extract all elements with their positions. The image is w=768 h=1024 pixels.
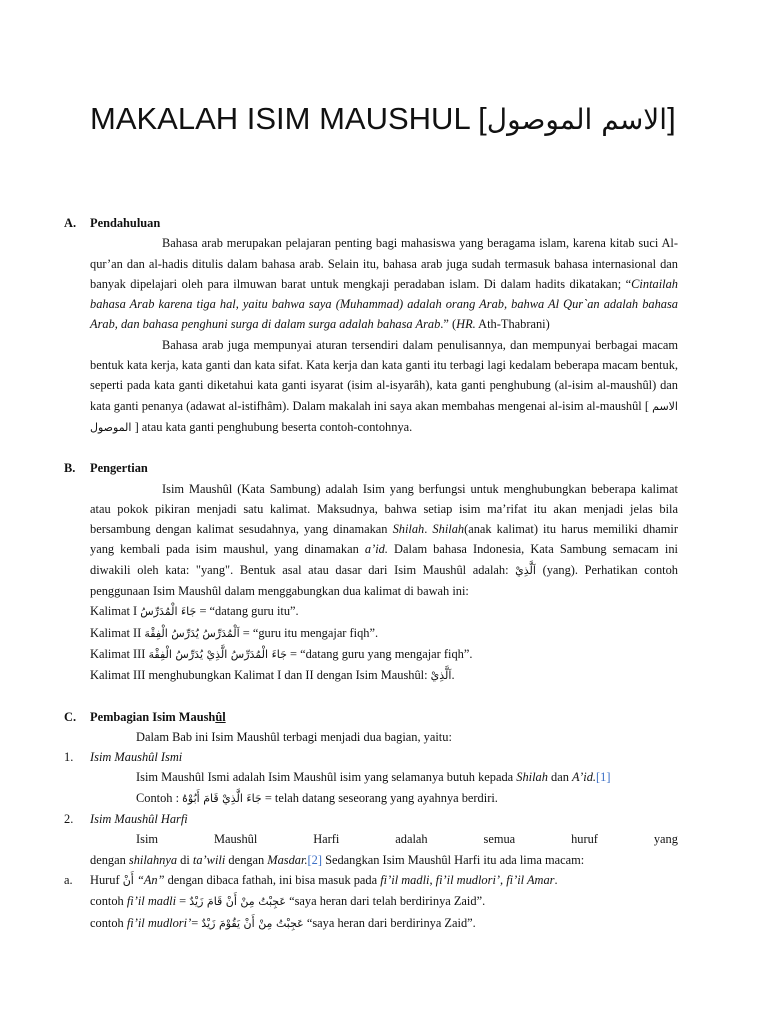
text: Kalimat III menghubungkan Kalimat I dan II dengan Isim Maushûl: [90, 668, 431, 683]
list-item-2-title [64, 809, 678, 829]
word: yang [653, 832, 678, 847]
hadith-source-abbr: HR. [456, 317, 476, 332]
word: adalah [395, 832, 428, 847]
list-item-1-definition [64, 767, 678, 787]
example-sentence-4 [64, 665, 678, 686]
spacer [64, 438, 678, 458]
text: (anak kalimat) itu harus memiliki dhamir yang kembali pada isim maushul, yang dinamakan [90, 522, 678, 557]
list-letter: a. [64, 872, 73, 887]
text: dengan [225, 852, 268, 867]
arabic-sentence: عَجِبْتُ مِنْ أَنْ يَقُوْمَ زَيْدٌ [201, 916, 304, 930]
term-tawil: ta’wili [192, 852, 226, 867]
term-shilah: Shilah [516, 770, 548, 785]
text: Bahasa arab juga mempunyai aturan tersendiri dalam penulisannya, dan mempunyai berbagai macam bentuk kata kerja, kata ganti dan kata sifat. Kata kerja dan kata ganti itu terbagi lagi kedalam beberapa macam bentuk, seperti pada kata ganti diketahui kata ganti isyarat (isim al-isyarâh), kata ganti penghubung (al-isim al-maushûl) dan kata ganti penanya (adawat al-istifhâm). Dalam makalah ini saya akan membahas mengenai al-isim al-maushûl [ [90, 337, 678, 413]
arabic-sentence: جَاءَ الْمُدَرِّسُ الَّذِيْ يُدَرِّسُ الْفِقْهَ [148, 647, 287, 661]
document-body [64, 213, 678, 934]
text: Isim Maushûl Ismi adalah Isim Maushûl isim yang selamanya butuh kepada [136, 770, 517, 785]
text: Ath-Thabrani) [475, 317, 550, 332]
section-b-title: Pengertian [90, 461, 148, 476]
section-a-heading [64, 213, 678, 233]
section-a-title: Pendahuluan [90, 216, 161, 230]
text: Kalimat I [90, 604, 141, 619]
example-sentence-1 [64, 601, 678, 622]
term-shilah: shilahnya [128, 852, 178, 867]
text: = “datang guru yang mengajar fiqh”. [286, 646, 473, 661]
term-shilah: Shilah [432, 522, 465, 537]
verb-form: fi’il mudlori’ [126, 915, 192, 930]
list-number: 1. [64, 750, 74, 765]
term-aid: a’id. [364, 542, 388, 557]
page-title [90, 100, 730, 139]
arabic-sentence: عَجِبْتُ مِنْ أَنْ قَامَ زَيْدٌ [189, 895, 286, 909]
hadith-quote: Cintailah bahasa Arab karena tiga hal, yaitu bahwa saya (Muhammad) adalah orang Arab, bahwa Al Qur`an adalah bahasa Arab, dan bahasa penghuni surga di dalam surga adalah bahasa Arab [90, 276, 678, 332]
list-title: Isim Maushûl Ismi [90, 750, 183, 765]
word: Isim [136, 832, 159, 847]
word: Maushûl [213, 832, 258, 847]
arabic-term: أَنْ [122, 873, 134, 887]
list-item-2-definition-line-2 [64, 850, 678, 870]
text: = “guru itu mengajar fiqh”. [239, 625, 379, 640]
arabic-sentence: جَاءَ الَّذِيْ قَامَ أَبُوْهُ [182, 791, 262, 805]
example-fiil-madli [64, 891, 678, 912]
text: Bahasa arab merupakan pelajaran penting bagi mahasiswa yang beragama islam, karena kitab suci Al-qur’an dan al-hadis ditulis dalam bahasa arab. Selain itu, bahasa arab juga sudah termasuk bahasa internasional dan banyak dipelajari oleh para ilmuwan barat untuk mengkaji peradaban islam. Di dalam hadits dikatakan; “ [90, 236, 678, 291]
footnote-link[interactable]: [1] [596, 770, 611, 785]
section-b-paragraph-1 [64, 479, 678, 602]
list-item-1-title [64, 747, 678, 767]
title-arabic: الاسم الموصول [486, 103, 668, 136]
text: Isim Maushûl (Kata Sambung) adalah Isim yang berfungsi untuk menghubungkan beberapa kalimat atau pokok pikiran menjadi satu kalimat. Maksudnya, bahwa setiap isim ma’rifat itu akan menjadi jelas bila bersambung dengan kalimat sesudahnya, yang dinamakan [90, 481, 678, 537]
text: contoh [90, 915, 127, 930]
verb-forms: fi’il madli, fi’il mudlori’, fi’il Amar [380, 872, 555, 887]
transliteration: “An” [133, 872, 165, 887]
arabic-term: اَلَّذِيْ [430, 669, 452, 683]
section-a-paragraph-1 [64, 233, 678, 334]
text: = [176, 894, 190, 909]
title-bracket-close: ] [667, 101, 676, 136]
verb-form: fi’il madli [126, 894, 177, 909]
text: Sedangkan Isim Maushûl Harfi itu ada lima macam: [322, 852, 585, 867]
section-a-label: A. [64, 216, 77, 230]
sub-item-a [64, 870, 678, 891]
text: Huruf [90, 872, 123, 887]
section-a-paragraph-2 [64, 335, 678, 438]
spacer [64, 687, 678, 707]
text: . [554, 872, 558, 887]
text: di [177, 852, 193, 867]
text: Kalimat III [90, 646, 149, 661]
arabic-sentence: اَلْمُدَرِّسُ يُدَرِّسُ الْفِقْهَ [144, 626, 240, 640]
text: “saya heran dari telah berdirinya Zaid”. [285, 894, 486, 909]
list-item-2-definition-line-1 [64, 829, 678, 849]
arabic-term: الاسم الموصول [90, 399, 678, 434]
text: Contoh : [136, 790, 183, 805]
section-c-heading [64, 707, 678, 727]
word: huruf [571, 832, 598, 847]
text: dengan [90, 852, 129, 867]
list-item-1-example [64, 788, 678, 809]
term-masdar: Masdar. [267, 852, 308, 867]
text: = [191, 915, 202, 930]
text: .” ( [440, 317, 457, 332]
term-shilah: Shilah [392, 522, 425, 537]
text: ] atau kata ganti penghubung beserta contoh-contohnya. [131, 419, 413, 434]
title-latin: MAKALAH ISIM MAUSHUL [ [90, 101, 487, 136]
section-c-intro: Dalam Bab ini Isim Maushûl terbagi menjadi dua bagian, yaitu: [136, 729, 452, 744]
word: Harfi [313, 832, 340, 847]
section-c-title-tail: ûl [215, 709, 226, 724]
word: semua [483, 832, 516, 847]
section-b-heading [64, 458, 678, 478]
text: Kalimat II [90, 625, 145, 640]
list-title: Isim Maushûl Harfi [90, 812, 188, 827]
text: dan [547, 770, 573, 785]
section-c-label: C. [64, 709, 77, 724]
arabic-sentence: جَاءَ الْمُدَرِّسُ [140, 605, 197, 619]
arabic-term: اَلَّذِيْ [515, 563, 536, 577]
list-number: 2. [64, 812, 74, 827]
term-aid: A’id. [572, 770, 597, 785]
text: = telah datang seseorang yang ayahnya berdiri. [261, 790, 498, 805]
text: = “datang guru itu”. [196, 604, 299, 619]
section-c-title: Pembagian Isim Maush [90, 709, 216, 724]
section-b-label: B. [64, 461, 76, 476]
example-sentence-3 [64, 644, 678, 665]
text: “saya heran dari berdirinya Zaid”. [303, 915, 476, 930]
example-sentence-2 [64, 623, 678, 644]
text: . [424, 522, 433, 537]
text: dengan dibaca fathah, ini bisa masuk pada [164, 872, 381, 887]
text: . [451, 668, 455, 683]
text: contoh [90, 894, 127, 909]
text: (yang). Perhatikan contoh penggunaan Isim Maushûl dalam menggabungkan dua kalimat di bawah ini: [90, 562, 678, 599]
text: Dalam bahasa Indonesia, Kata Sambung semacam ini diwakili oleh kata: "yang". Bentuk asal atau dasar dari Isim Maushûl adalah: [90, 542, 678, 577]
example-fiil-mudlori [64, 913, 678, 934]
footnote-link[interactable]: [2] [307, 852, 322, 867]
